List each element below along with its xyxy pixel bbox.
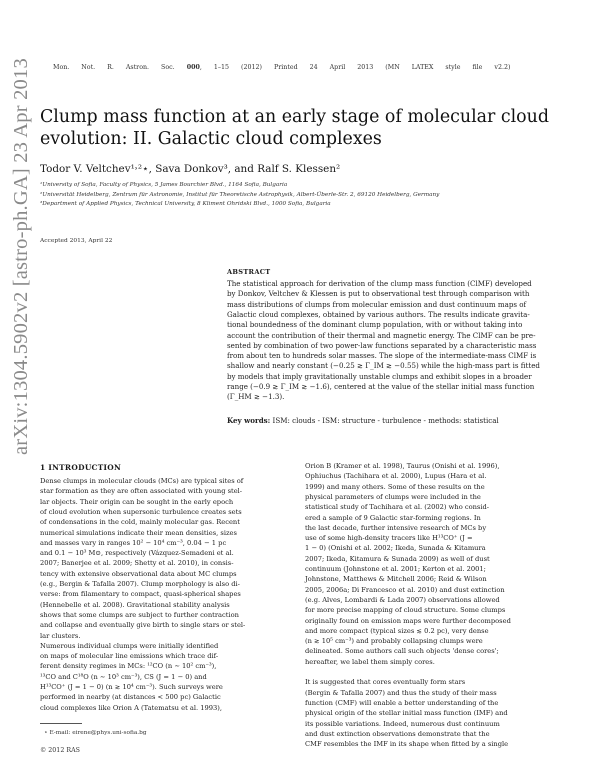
body-line: It is suggested that cores eventually form stars — [305, 678, 466, 687]
body-line: tency with extensive observational data about MC clumps — [40, 569, 237, 578]
section-heading: 1 INTRODUCTION — [40, 463, 122, 472]
body-line: Orion B (Kramer et al. 1998), Taurus (Onishi et al. 1996), — [305, 462, 500, 470]
body-line: 2007; Banerjee et al. 2009; Shetty et al. 2010), in consis- — [40, 559, 234, 568]
copyright-notice: © 2012 RAS — [40, 747, 80, 754]
body-line: (Bergin & Tafalla 2007) and thus the study of their mass — [305, 688, 497, 697]
abstract-line: range (−0.9 ≳ Γ_IM ≳ −1.6), centered at the value of the stellar initial mass function — [227, 382, 535, 391]
body-line: and 0.1 − 10³ M⊙, respectively (Vázquez-Semadeni et al. — [40, 549, 234, 558]
title-line: Clump mass function at an early stage of molecular cloud — [40, 107, 549, 127]
abstract-line: sented by combination of two power-law functions separated by a characteristic mass — [227, 340, 537, 350]
body-line: and masses vary in ranges 10² − 10⁴ cm⁻³, 0.04 − 1 pc — [40, 538, 227, 547]
body-line: Numerous individual clumps were initially identified — [40, 641, 219, 650]
abstract-line: Galactic cloud complexes, obtained by various authors. The results indicate gravita- — [227, 309, 530, 319]
abstract-line: from about ten to hundreds solar masses. The slope of the intermediate-mass ClMF is — [227, 351, 537, 361]
abstract-line: The statistical approach for derivation of the clump mass function (ClMF) developed — [227, 279, 532, 288]
body-line: 2007; Ikeda, Kitamura & Sunada 2009) as well of dust — [305, 554, 490, 563]
affiliation-3: ³Department of Applied Physics, Technical University, 8 Kliment Ohridski Blvd., 1000 Sofia, Bulgaria — [40, 201, 331, 207]
body-line: ered a sample of 9 Galactic star-forming regions. In — [305, 513, 481, 522]
keywords — [227, 416, 499, 425]
body-line: cloud complexes like Orion A (Tatematsu et al. 1993), — [40, 703, 223, 712]
body-line: star formation as they are often associated with young stel- — [40, 487, 243, 496]
body-line: physical origin of the stellar initial mass function (IMF) and — [305, 709, 508, 718]
journal-volume: 000 — [186, 64, 200, 71]
body-line: Ophiuchus (Tachihara et al. 2000), Lupus (Hara et al. — [305, 472, 487, 481]
abstract-heading: ABSTRACT — [227, 268, 271, 276]
body-line: 2005, 2006a; Di Francesco et al. 2010) and dust extinction — [305, 585, 505, 594]
body-line: delineated. Some authors call such objects 'dense cores'; — [305, 647, 499, 656]
abstract-line: (Γ_HM ≳ −1.3). — [227, 392, 285, 402]
body-line: (e.g., Bergin & Tafalla 2007). Clump morphology is also di- — [40, 580, 240, 588]
arxiv-stamp: arXiv:1304.5902v2 [astro-ph.GA] 23 Apr 2013 — [10, 58, 32, 455]
body-line: ¹³CO and C¹⁸O (n ∼ 10³ cm⁻³), CS (J = 1 − 0) and — [40, 672, 207, 681]
body-line: numerical simulations indicate their mean densities, sizes — [40, 528, 237, 537]
body-line: CMF resembles the IMF in its shape when fitted by a single — [305, 740, 509, 749]
body-line: and more compact (typical sizes ≲ 0.2 pc), very dense — [305, 626, 489, 635]
body-line: lar clusters. — [40, 631, 81, 640]
running-header: Mon. Not. R. Astron. Soc. 000, 1–15 (2012) Printed 24 April 2013 (MN LATEX style file v2.2) — [53, 64, 511, 71]
abstract-line: tional boundedness of the dominant clump population, with or without taking into — [227, 320, 523, 330]
body-line: on maps of molecular line emissions which trace dif- — [40, 652, 219, 661]
body-line: shows that some clumps are subject to further contraction — [40, 610, 239, 619]
affiliation-1: ¹University of Sofia, Faculty of Physics, 5 James Bourchier Blvd., 1164 Sofia, Bulgaria — [40, 182, 288, 188]
body-line: H¹³CO⁺ (J = 1 − 0) (n ≳ 10⁴ cm⁻³). Such surveys were — [40, 683, 223, 691]
body-line: Johnstone, Matthews & Mitchell 2006; Reid & Wilson — [305, 575, 487, 584]
body-line: (e.g. Alves, Lombardi & Lada 2007) observations allowed — [305, 595, 500, 604]
body-line: (Hennebelle et al. 2008). Gravitational stability analysis — [40, 600, 230, 609]
title-line: evolution: II. Galactic cloud complexes — [40, 129, 382, 149]
body-line: 1 − 0) (Onishi et al. 2002; Ikeda, Sunada & Kitamura — [305, 544, 486, 553]
abstract-line: by models that imply gravitationally unstable clumps and exhibit slopes in a broader — [227, 371, 532, 381]
body-line: function (CMF) will enable a better understanding of the — [305, 698, 499, 707]
body-line: performed in nearby (at distances < 500 pc) Galactic — [40, 693, 221, 702]
body-line: its possible variations. Indeed, numerous dust continuum — [305, 719, 500, 728]
body-line: lar objects. Their origin can be sought in the early epoch — [40, 497, 234, 506]
body-line: and dust extinction observations demonstrate that the — [305, 729, 490, 738]
body-line: statistical study of Tachihara et al. (2002) who consid- — [305, 503, 490, 512]
footnote-rule — [40, 723, 82, 724]
footnote-email: ⋆ E-mail: eirene@phys.uni-sofia.bg — [44, 730, 147, 736]
paper-title — [40, 106, 560, 150]
journal-name: Mon. Not. R. Astron. Soc. — [53, 64, 175, 71]
body-line: of condensations in the cold, mainly molecular gas. Recent — [40, 518, 240, 527]
body-line: originally found on emission maps were further decomposed — [305, 616, 511, 625]
body-line: (n ≳ 10⁵ cm⁻³) and probably collapsing clumps were — [305, 637, 483, 646]
style-file: (MN LATEX style file v2.2) — [385, 64, 511, 71]
abstract-line: mass distributions of clumps from molecular emission and dust continuum maps of — [227, 299, 527, 309]
journal-pages: 1–15 (2012) — [213, 64, 262, 71]
body-line: verse: from filamentary to compact, quasi-spherical shapes — [40, 590, 241, 599]
keywords-text: ISM: clouds - ISM: structure - turbulence - methods: statistical — [272, 416, 499, 425]
keywords-label: Key words: — [227, 416, 271, 425]
affiliation-2: ²Universität Heidelberg, Zentrum für Astronomie, Institut für Theoretische Astrophysik, Albert-Überle-Str. 2, 69120 Heidelberg, Germany — [40, 192, 440, 198]
body-line: and collapse and eventually give birth to single stars or stel- — [40, 621, 246, 630]
abstract-line: shallow and nearly constant (−0.25 ≳ Γ_IM ≳ −0.55) while the high-mass part is fitted — [227, 361, 540, 371]
body-line: hereafter, we label them simply cores. — [305, 657, 435, 666]
body-line: Dense clumps in molecular clouds (MCs) are typical sites of — [40, 477, 244, 485]
body-line: ferent density regimes in MCs: ¹²CO (n ∼ 10² cm⁻³), — [40, 662, 217, 671]
body-line: for more precise mapping of cloud structure. Some clumps — [305, 606, 506, 615]
body-line: of cloud evolution when supersonic turbulence creates sets — [40, 507, 242, 516]
abstract-line: by Donkov, Veltchev & Klessen is put to observational test through comparison with — [227, 289, 530, 299]
body-line: physical parameters of clumps were included in the — [305, 492, 481, 501]
body-line: use of some high-density tracers like H¹³CO⁺ (J = — [305, 534, 473, 543]
author-list: Todor V. Veltchev¹˒²⋆, Sava Donkov³, and Ralf S. Klessen² — [40, 163, 341, 175]
body-line: 1999) and many others. Some of these results on the — [305, 482, 485, 491]
accepted-date: Accepted 2013, April 22 — [40, 238, 113, 244]
body-line: the last decade, further intensive research of MCs by — [305, 523, 487, 532]
body-line: continuum (Johnstone et al. 2001; Kerton et al. 2001; — [305, 565, 486, 573]
abstract-line: account the contribution of their thermal and magnetic energy. The ClMF can be pre- — [227, 330, 536, 340]
printed-date: Printed 24 April 2013 — [274, 64, 374, 71]
